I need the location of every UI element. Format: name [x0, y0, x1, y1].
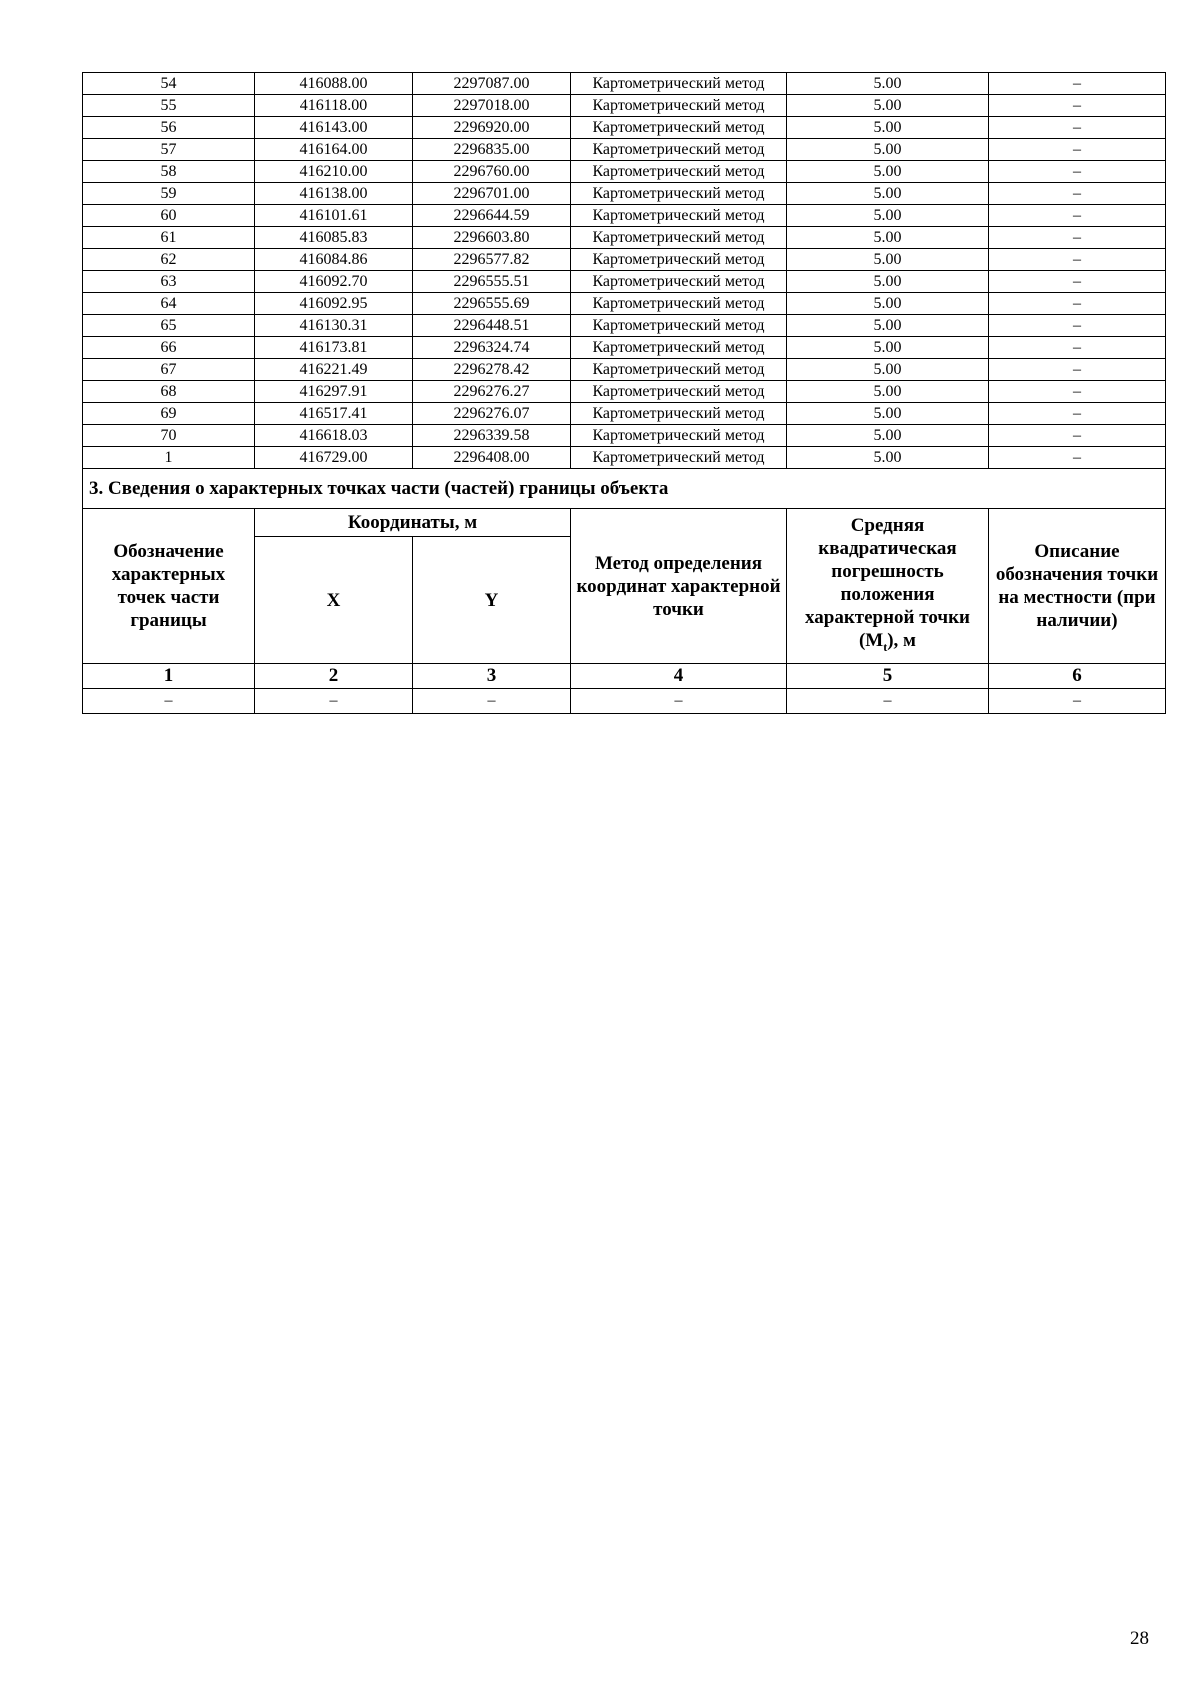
error-cell: 5.00: [787, 139, 989, 161]
empty-data-row: [83, 689, 1166, 714]
coordinates-table: [82, 72, 1166, 714]
table-row: [83, 271, 1166, 293]
description-cell: –: [989, 337, 1166, 359]
description-cell: –: [989, 183, 1166, 205]
x-coordinate-cell: 416143.00: [255, 117, 413, 139]
table-row: [83, 425, 1166, 447]
y-coordinate-cell: 2296577.82: [413, 249, 571, 271]
x-coordinate-cell: 416729.00: [255, 447, 413, 469]
method-cell: Картометрический метод: [571, 359, 787, 381]
x-coordinate-cell: 416297.91: [255, 381, 413, 403]
y-coordinate-cell: 2296701.00: [413, 183, 571, 205]
point-number-cell: 70: [83, 425, 255, 447]
table-row: [83, 403, 1166, 425]
method-cell: Картометрический метод: [571, 117, 787, 139]
y-coordinate-cell: 2296835.00: [413, 139, 571, 161]
method-cell: Картометрический метод: [571, 249, 787, 271]
error-cell: 5.00: [787, 161, 989, 183]
error-cell: 5.00: [787, 337, 989, 359]
x-coordinate-cell: 416210.00: [255, 161, 413, 183]
table-row: [83, 161, 1166, 183]
section-3-title-row: [83, 469, 1166, 509]
point-number-cell: 56: [83, 117, 255, 139]
description-cell: –: [989, 293, 1166, 315]
y-coordinate-cell: 2296276.07: [413, 403, 571, 425]
method-cell: Картометрический метод: [571, 95, 787, 117]
error-cell: 5.00: [787, 403, 989, 425]
point-number-cell: 62: [83, 249, 255, 271]
point-number-cell: 60: [83, 205, 255, 227]
header-error: [787, 509, 989, 664]
x-coordinate-cell: 416092.70: [255, 271, 413, 293]
table-row: [83, 315, 1166, 337]
y-coordinate-cell: 2296408.00: [413, 447, 571, 469]
description-cell: –: [989, 161, 1166, 183]
description-cell: –: [989, 403, 1166, 425]
section-3-header-row: [83, 509, 1166, 537]
error-cell: 5.00: [787, 447, 989, 469]
empty-cell: –: [787, 689, 989, 714]
point-number-cell: 59: [83, 183, 255, 205]
empty-cell: –: [413, 689, 571, 714]
method-cell: Картометрический метод: [571, 293, 787, 315]
column-numbers-row: [83, 664, 1166, 689]
method-cell: Картометрический метод: [571, 271, 787, 293]
table-row: [83, 117, 1166, 139]
error-cell: 5.00: [787, 73, 989, 95]
method-cell: Картометрический метод: [571, 227, 787, 249]
point-number-cell: 54: [83, 73, 255, 95]
method-cell: Картометрический метод: [571, 381, 787, 403]
y-coordinate-cell: 2296555.69: [413, 293, 571, 315]
error-cell: 5.00: [787, 227, 989, 249]
method-cell: Картометрический метод: [571, 425, 787, 447]
point-number-cell: 1: [83, 447, 255, 469]
point-number-cell: 66: [83, 337, 255, 359]
description-cell: –: [989, 381, 1166, 403]
table-row: [83, 227, 1166, 249]
header-x: X: [255, 537, 413, 664]
y-coordinate-cell: 2297018.00: [413, 95, 571, 117]
header-method: Метод определения координат характерной точки: [571, 509, 787, 664]
description-cell: –: [989, 271, 1166, 293]
point-number-cell: 69: [83, 403, 255, 425]
method-cell: Картометрический метод: [571, 315, 787, 337]
column-number: 1: [83, 664, 255, 689]
table-row: [83, 359, 1166, 381]
method-cell: Картометрический метод: [571, 337, 787, 359]
y-coordinate-cell: 2296339.58: [413, 425, 571, 447]
x-coordinate-cell: 416618.03: [255, 425, 413, 447]
x-coordinate-cell: 416092.95: [255, 293, 413, 315]
error-cell: 5.00: [787, 205, 989, 227]
x-coordinate-cell: 416517.41: [255, 403, 413, 425]
description-cell: –: [989, 117, 1166, 139]
method-cell: Картометрический метод: [571, 447, 787, 469]
y-coordinate-cell: 2296603.80: [413, 227, 571, 249]
description-cell: –: [989, 139, 1166, 161]
point-number-cell: 55: [83, 95, 255, 117]
error-cell: 5.00: [787, 425, 989, 447]
table-row: [83, 73, 1166, 95]
method-cell: Картометрический метод: [571, 161, 787, 183]
point-number-cell: 64: [83, 293, 255, 315]
x-coordinate-cell: 416085.83: [255, 227, 413, 249]
error-cell: 5.00: [787, 249, 989, 271]
x-coordinate-cell: 416164.00: [255, 139, 413, 161]
section-3-title: 3. Сведения о характерных точках части (частей) границы объекта: [83, 469, 1166, 509]
y-coordinate-cell: 2296324.74: [413, 337, 571, 359]
empty-cell: –: [571, 689, 787, 714]
point-number-cell: 65: [83, 315, 255, 337]
point-number-cell: 61: [83, 227, 255, 249]
description-cell: –: [989, 227, 1166, 249]
document-page: [82, 72, 1165, 714]
y-coordinate-cell: 2296555.51: [413, 271, 571, 293]
empty-cell: –: [255, 689, 413, 714]
error-cell: 5.00: [787, 315, 989, 337]
description-cell: –: [989, 73, 1166, 95]
x-coordinate-cell: 416118.00: [255, 95, 413, 117]
description-cell: –: [989, 425, 1166, 447]
table-row: [83, 183, 1166, 205]
x-coordinate-cell: 416138.00: [255, 183, 413, 205]
table-row: [83, 139, 1166, 161]
table-row: [83, 249, 1166, 271]
description-cell: –: [989, 315, 1166, 337]
header-description: Описание обозначения точки на местности (при наличии): [989, 509, 1166, 664]
table-row: [83, 205, 1166, 227]
empty-cell: –: [83, 689, 255, 714]
x-coordinate-cell: 416101.61: [255, 205, 413, 227]
header-error-text: Средняя квадратическая погрешность положения характерной точки (M: [805, 514, 970, 651]
point-number-cell: 67: [83, 359, 255, 381]
header-point: Обозначение характерных точек части границы: [83, 509, 255, 664]
header-error-subscript: t: [883, 639, 888, 654]
empty-cell: –: [989, 689, 1166, 714]
page-number: 28: [1130, 1628, 1149, 1649]
error-cell: 5.00: [787, 359, 989, 381]
y-coordinate-cell: 2296644.59: [413, 205, 571, 227]
point-number-cell: 68: [83, 381, 255, 403]
method-cell: Картометрический метод: [571, 73, 787, 95]
table-row: [83, 381, 1166, 403]
x-coordinate-cell: 416221.49: [255, 359, 413, 381]
method-cell: Картометрический метод: [571, 183, 787, 205]
error-cell: 5.00: [787, 271, 989, 293]
x-coordinate-cell: 416173.81: [255, 337, 413, 359]
header-y: Y: [413, 537, 571, 664]
error-cell: 5.00: [787, 95, 989, 117]
header-error-unit: ), м: [887, 629, 917, 651]
error-cell: 5.00: [787, 381, 989, 403]
column-number: 2: [255, 664, 413, 689]
y-coordinate-cell: 2296276.27: [413, 381, 571, 403]
x-coordinate-cell: 416084.86: [255, 249, 413, 271]
column-number: 4: [571, 664, 787, 689]
y-coordinate-cell: 2296920.00: [413, 117, 571, 139]
method-cell: Картометрический метод: [571, 139, 787, 161]
description-cell: –: [989, 359, 1166, 381]
description-cell: –: [989, 447, 1166, 469]
table-row: [83, 293, 1166, 315]
error-cell: 5.00: [787, 293, 989, 315]
column-number: 5: [787, 664, 989, 689]
table-row: [83, 337, 1166, 359]
y-coordinate-cell: 2296278.42: [413, 359, 571, 381]
table-row: [83, 95, 1166, 117]
description-cell: –: [989, 205, 1166, 227]
x-coordinate-cell: 416088.00: [255, 73, 413, 95]
column-number: 3: [413, 664, 571, 689]
method-cell: Картометрический метод: [571, 403, 787, 425]
point-number-cell: 57: [83, 139, 255, 161]
point-number-cell: 58: [83, 161, 255, 183]
description-cell: –: [989, 249, 1166, 271]
coordinates-table-body: [83, 73, 1166, 469]
x-coordinate-cell: 416130.31: [255, 315, 413, 337]
error-cell: 5.00: [787, 183, 989, 205]
point-number-cell: 63: [83, 271, 255, 293]
header-coordinates: Координаты, м: [255, 509, 571, 537]
table-row: [83, 447, 1166, 469]
error-cell: 5.00: [787, 117, 989, 139]
y-coordinate-cell: 2297087.00: [413, 73, 571, 95]
method-cell: Картометрический метод: [571, 205, 787, 227]
y-coordinate-cell: 2296448.51: [413, 315, 571, 337]
description-cell: –: [989, 95, 1166, 117]
column-number: 6: [989, 664, 1166, 689]
y-coordinate-cell: 2296760.00: [413, 161, 571, 183]
